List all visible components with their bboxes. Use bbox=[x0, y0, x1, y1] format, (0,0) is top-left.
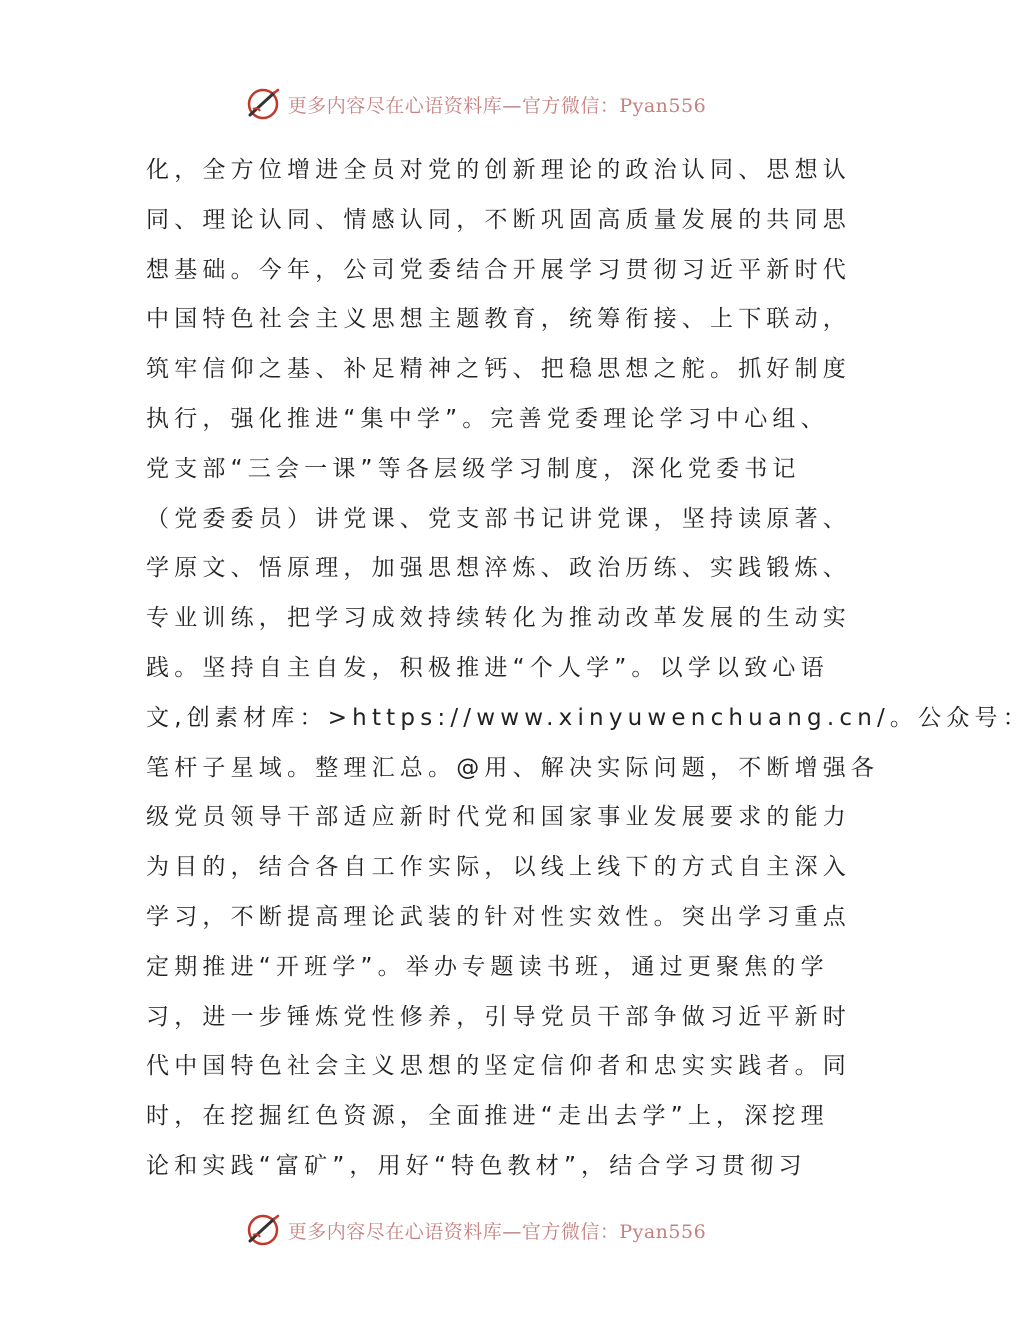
body-line: 执行，强化推进“集中学”。完善党委理论学习中心组、 bbox=[146, 405, 829, 432]
body-line: 化，全方位增进全员对党的创新理论的政治认同、思想认 bbox=[146, 157, 851, 183]
body-line: 级党员领导干部适应新时代党和国家事业发展要求的能力 bbox=[146, 804, 851, 831]
header-banner bbox=[0, 84, 950, 124]
header-contact-id: Pyan556 bbox=[619, 94, 707, 117]
body-line: 践。坚持自主自发，积极推进“个人学”。以学以致心语 bbox=[146, 654, 829, 681]
body-line: 时，在挖掘红色资源，全面推进“走出去学”上，深挖理 bbox=[146, 1103, 829, 1130]
body-line: 学原文、悟原理，加强思想淬炼、政治历练、实践锻炼、 bbox=[146, 555, 851, 582]
footer-brand: 更多内容尽在心语资料库 bbox=[287, 1220, 503, 1243]
footer-text bbox=[288, 1217, 706, 1244]
body-line: 筑牢信仰之基、补足精神之钙、把稳思想之舵。抓好制度 bbox=[146, 356, 851, 383]
pen-logo-icon bbox=[244, 85, 282, 123]
header-separator: — bbox=[502, 94, 522, 117]
body-line: 同、理论认同、情感认同，不断巩固高质量发展的共同思 bbox=[146, 206, 851, 233]
body-line: 习，进一步锤炼党性修养，引导党员干部争做习近平新时 bbox=[146, 1003, 851, 1030]
body-line: 文,创素材库：>https://www.xinyuwenchuang.cn/。公众号： bbox=[146, 704, 1031, 731]
body-line: 专业训练，把学习成效持续转化为推动改革发展的生动实 bbox=[146, 605, 851, 632]
pen-logo-icon bbox=[244, 1211, 282, 1249]
footer-contact-label: 官方微信： bbox=[521, 1220, 620, 1243]
document-body bbox=[146, 146, 1031, 1192]
body-line: 想基础。今年，公司党委结合开展学习贯彻习近平新时代 bbox=[146, 256, 851, 283]
footer-banner bbox=[0, 1210, 950, 1250]
header-text bbox=[288, 91, 706, 118]
body-line: 学习，不断提高理论武装的针对性实效性。突出学习重点 bbox=[146, 903, 851, 930]
body-line: 代中国特色社会主义思想的坚定信仰者和忠实实践者。同 bbox=[146, 1053, 851, 1080]
body-line: 论和实践“富矿”，用好“特色教材”，结合学习贯彻习 bbox=[146, 1152, 807, 1179]
body-line: 为目的，结合各自工作实际，以线上线下的方式自主深入 bbox=[146, 854, 851, 881]
header-brand: 更多内容尽在心语资料库 bbox=[287, 94, 503, 117]
header-contact-label: 官方微信： bbox=[521, 94, 620, 117]
body-line: 定期推进“开班学”。举办专题读书班，通过更聚焦的学 bbox=[146, 953, 829, 980]
footer-contact-id: Pyan556 bbox=[619, 1220, 707, 1243]
body-line: 笔杆子星域。整理汇总。@用、解决实际问题，不断增强各 bbox=[146, 754, 880, 781]
body-line: 党支部“三会一课”等各层级学习制度，深化党委书记 bbox=[146, 455, 801, 482]
body-line: 中国特色社会主义思想主题教育，统筹衔接、上下联动， bbox=[146, 306, 851, 333]
footer-separator: — bbox=[502, 1220, 522, 1243]
body-line: （党委委员）讲党课、党支部书记讲党课，坚持读原著、 bbox=[146, 505, 851, 532]
